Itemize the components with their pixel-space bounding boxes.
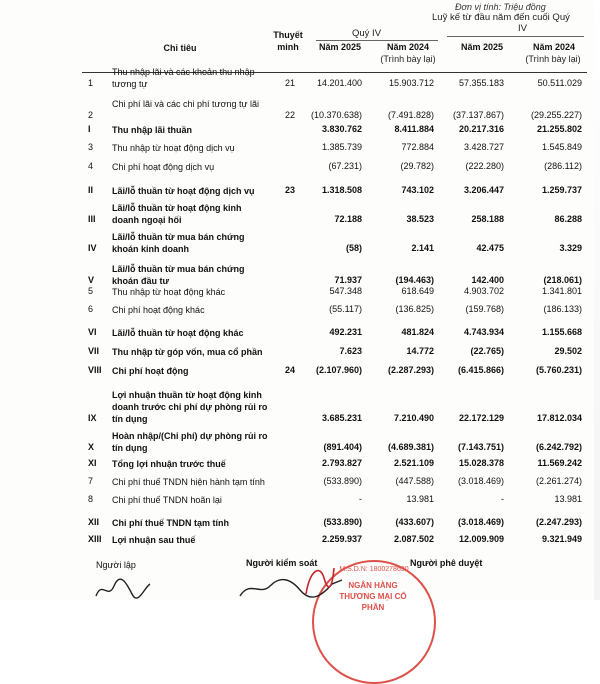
row-value: 13.981 xyxy=(554,494,582,504)
row-value: 4.903.702 xyxy=(463,286,504,296)
row-value: 142.400 xyxy=(471,275,504,285)
row-value: 4.743.934 xyxy=(463,327,504,337)
approver-label: Người phê duyệt xyxy=(410,558,483,568)
row-value: 772.884 xyxy=(401,142,434,152)
row-number: XIII xyxy=(88,534,102,544)
row-value: 1.545.849 xyxy=(541,142,582,152)
row-value: 86.288 xyxy=(554,214,582,224)
row-label: Chi phí hoạt động xyxy=(112,366,189,376)
row-value: (222.280) xyxy=(465,161,504,171)
row-number: II xyxy=(88,185,94,195)
row-value: 2.793.827 xyxy=(321,458,362,468)
quarter-header: Quý IV xyxy=(352,28,382,39)
restated-label-cumulative: (Trình bày lại) xyxy=(525,54,581,64)
cumulative-header-iv: IV xyxy=(518,23,527,34)
row-value: 743.102 xyxy=(401,185,434,195)
row-value: (22.765) xyxy=(470,346,504,356)
row-value: (6.242.792) xyxy=(535,442,582,452)
row-label: Thu nhập lãi và các khoản thu nhập tương tự xyxy=(112,67,255,89)
indicator-column-header: Chỉ tiêu xyxy=(163,43,197,53)
row-value: 1.341.801 xyxy=(541,286,582,296)
row-value: 3.428.727 xyxy=(463,142,504,152)
row-label: Tổng lợi nhuận trước thuế xyxy=(112,459,226,469)
row-label: Lãi/lỗ thuần từ hoạt động khác xyxy=(112,328,244,338)
controller-label: Người kiểm soát xyxy=(246,558,318,568)
row-value: (533.890) xyxy=(323,517,362,527)
cumulative-divider xyxy=(447,36,584,37)
row-number: 4 xyxy=(88,161,94,171)
row-value: 481.824 xyxy=(401,327,434,337)
row-number: 7 xyxy=(88,476,94,486)
row-value: (2.247.293) xyxy=(535,517,582,527)
note-column-header-2: minh xyxy=(277,42,299,52)
row-value: (286.112) xyxy=(544,161,582,171)
row-number: 5 xyxy=(88,286,94,296)
row-label: Thu nhập từ góp vốn, mua cổ phần xyxy=(112,347,263,357)
y2025-column-header: Năm 2025 xyxy=(318,42,362,52)
row-value: 3.830.762 xyxy=(321,124,362,134)
row-number: IX xyxy=(88,413,97,423)
row-value: 57.355.183 xyxy=(458,78,504,88)
row-value: 1.155.668 xyxy=(541,327,582,337)
row-number: XI xyxy=(88,458,97,468)
row-label: Lãi/lỗ thuần từ mua bán chứng khoán kinh doanh xyxy=(112,232,245,254)
row-value: 1.318.508 xyxy=(321,185,362,195)
row-label: Chi phí thuế TNDN hoãn lại xyxy=(112,495,222,505)
y2024-cumulative-header: Năm 2024 xyxy=(532,42,576,52)
row-value: 3.329 xyxy=(559,243,582,253)
row-number: 1 xyxy=(88,78,94,88)
note-column-header-1: Thuyết xyxy=(273,30,303,40)
row-value: (433.607) xyxy=(395,517,434,527)
row-value: 11.569.242 xyxy=(537,458,582,468)
preparer-signature xyxy=(92,578,152,600)
row-value: 14.201.400 xyxy=(316,78,362,88)
row-value: (29.782) xyxy=(400,161,434,171)
row-value: 492.231 xyxy=(329,327,362,337)
row-value: 21.255.802 xyxy=(536,124,582,134)
row-value: (3.018.469) xyxy=(457,476,504,486)
row-value: (7.491.828) xyxy=(387,110,434,120)
unit-label: Đơn vị tính: Triệu đồng xyxy=(455,2,546,12)
row-value: 38.523 xyxy=(406,214,434,224)
row-value: (58) xyxy=(345,243,362,253)
page-edge xyxy=(594,0,600,600)
row-value: 2.087.502 xyxy=(393,534,434,544)
row-number: 8 xyxy=(88,494,94,504)
row-value: (7.143.751) xyxy=(457,442,504,452)
row-label: Chi phí lãi và các chi phí tương tự lãi xyxy=(112,99,260,109)
row-label: Lãi/lỗ thuần từ hoạt động kinh doanh ngoại hối xyxy=(112,203,242,225)
row-value: 2.521.109 xyxy=(393,458,434,468)
row-value: (186.133) xyxy=(543,304,582,314)
row-label: Thu nhập từ hoạt động khác xyxy=(112,287,226,297)
row-label: Chi phí hoạt động dịch vụ xyxy=(112,162,215,172)
stamp-line-1: NGÂN HÀNG xyxy=(348,581,398,590)
row-note: 22 xyxy=(284,110,295,120)
row-value: 14.772 xyxy=(406,346,434,356)
row-number: VII xyxy=(88,346,100,356)
row-value: 258.188 xyxy=(471,214,504,224)
row-value: (37.137.867) xyxy=(452,110,504,120)
row-value: 72.188 xyxy=(334,214,362,224)
row-value: 2.141 xyxy=(411,243,434,253)
row-label: Thu nhập lãi thuần xyxy=(112,125,192,135)
row-value: 20.217.316 xyxy=(458,124,504,134)
row-value: 7.623 xyxy=(339,346,362,356)
stamp-line-2: THƯƠNG MẠI CỔ PHẦN xyxy=(339,592,407,612)
row-value: 42.475 xyxy=(476,243,504,253)
row-label: Thu nhập từ hoạt động dịch vụ xyxy=(112,143,235,153)
row-value: 22.172.129 xyxy=(458,413,504,423)
row-value: (2.261.274) xyxy=(535,476,582,486)
row-number: XII xyxy=(88,517,100,527)
row-value: 15.903.712 xyxy=(388,78,434,88)
row-label: Lãi/lỗ thuần từ hoạt động dịch vụ xyxy=(112,186,255,196)
row-value: (891.404) xyxy=(323,442,362,452)
row-label: Lãi/lỗ thuần từ mua bán chứng khoán đầu tư xyxy=(112,264,245,286)
row-value: (55.117) xyxy=(329,304,362,314)
quarter-divider xyxy=(316,40,438,41)
row-number: IV xyxy=(88,243,97,253)
row-number: III xyxy=(88,214,96,224)
row-value: 3.685.231 xyxy=(321,413,362,423)
row-number: 3 xyxy=(88,142,94,152)
row-value: 12.009.909 xyxy=(458,534,504,544)
row-value: 2.259.937 xyxy=(321,534,362,544)
restated-label: (Trình bày lại) xyxy=(380,54,436,64)
row-number: V xyxy=(88,275,95,285)
row-value: (2.287.293) xyxy=(387,365,434,375)
row-value: 13.981 xyxy=(406,494,434,504)
row-label: Lợi nhuận sau thuế xyxy=(112,535,196,545)
row-value: 618.649 xyxy=(401,286,434,296)
row-value: - xyxy=(359,494,362,504)
row-number: 6 xyxy=(88,304,94,314)
row-value: 50.511.029 xyxy=(537,78,582,88)
row-value: 8.411.884 xyxy=(394,124,434,134)
row-value: (29.255.227) xyxy=(530,110,582,120)
row-number: VI xyxy=(88,327,97,337)
row-value: (10.370.638) xyxy=(310,110,362,120)
row-label: Chi phí thuế TNDN tạm tính xyxy=(112,518,229,528)
row-value: 17.812.034 xyxy=(536,413,582,423)
row-value: (533.890) xyxy=(323,476,362,486)
row-value: 547.348 xyxy=(329,286,362,296)
row-number: I xyxy=(88,124,91,134)
y2025-cumulative-header: Năm 2025 xyxy=(460,42,504,52)
row-label: Hoàn nhập/(Chi phí) dự phòng rủi ro tín dụng xyxy=(112,431,268,453)
row-value: (136.825) xyxy=(395,304,434,314)
row-value: (5.760.231) xyxy=(535,365,582,375)
row-label: Lợi nhuận thuần từ hoạt động kinh doanh trước chi phí dự phòng rủi ro tín dụng xyxy=(112,390,268,424)
row-number: VIII xyxy=(88,365,102,375)
row-value: (3.018.469) xyxy=(457,517,504,527)
preparer-label: Người lập xyxy=(96,560,136,570)
row-number: 2 xyxy=(88,110,94,120)
row-value: (6.415.866) xyxy=(457,365,504,375)
row-value: 15.028.378 xyxy=(458,458,504,468)
stamp-code: M.S.D.N: 1800278630 xyxy=(339,566,409,573)
row-value: (2.107.960) xyxy=(315,365,362,375)
row-value: 1.259.737 xyxy=(541,185,582,195)
row-label: Chi phí hoạt động khác xyxy=(112,305,205,315)
row-value: - xyxy=(501,494,504,504)
row-note: 21 xyxy=(284,78,295,88)
row-value: (447.588) xyxy=(395,476,434,486)
row-value: 29.502 xyxy=(554,346,582,356)
row-value: (67.231) xyxy=(328,161,362,171)
row-label: Chi phí thuế TNDN hiện hành tạm tính xyxy=(112,477,265,487)
approver-signature xyxy=(298,560,338,596)
y2024-column-header: Năm 2024 xyxy=(386,42,430,52)
row-note: 24 xyxy=(284,365,295,375)
row-value: 71.937 xyxy=(334,275,362,285)
row-value: (159.768) xyxy=(465,304,504,314)
row-value: 1.385.739 xyxy=(321,142,362,152)
row-note: 23 xyxy=(284,185,295,195)
row-value: (4.689.381) xyxy=(387,442,434,452)
row-number: X xyxy=(88,442,95,452)
row-value: 9.321.949 xyxy=(541,534,582,544)
row-value: 3.206.447 xyxy=(463,185,504,195)
row-value: (218.061) xyxy=(543,275,582,285)
row-value: (194.463) xyxy=(395,275,434,285)
row-value: 7.210.490 xyxy=(393,413,434,423)
cumulative-header: Luỹ kế từ đầu năm đến cuối Quý xyxy=(432,12,570,23)
